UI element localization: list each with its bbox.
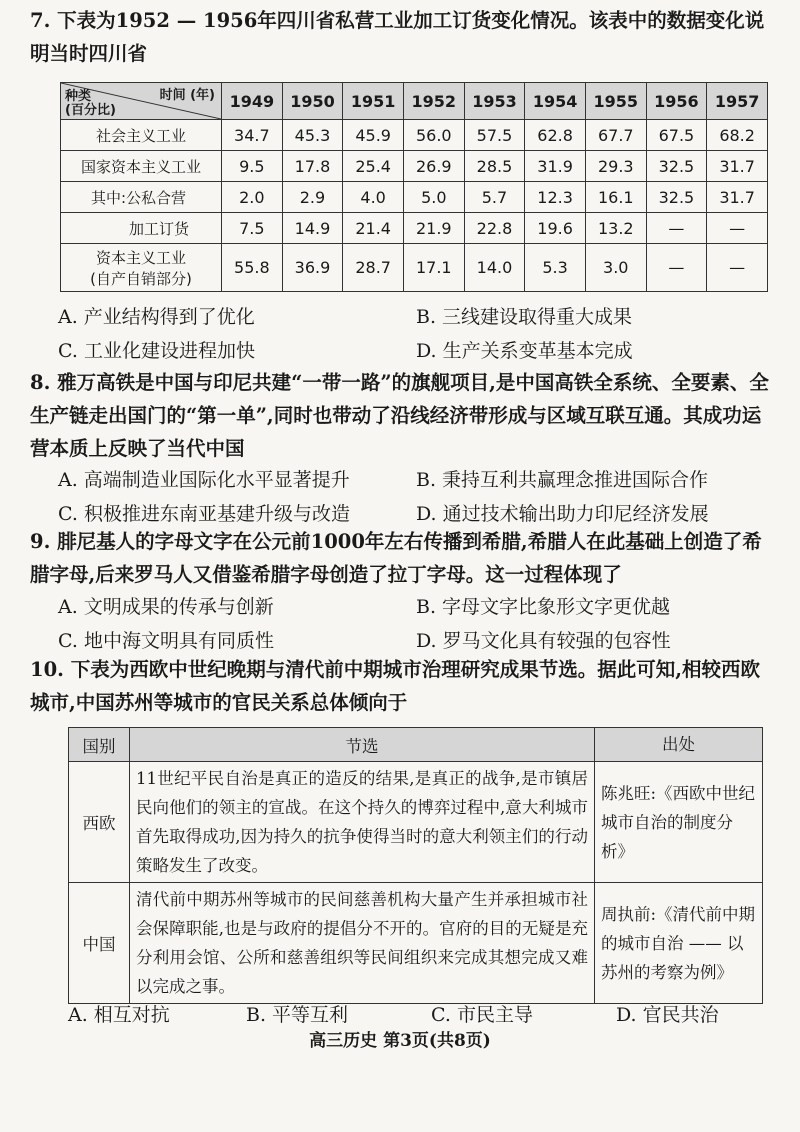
data-cell: 2.0 — [222, 182, 283, 213]
data-cell: 2.9 — [282, 182, 343, 213]
year-header: 1950 — [282, 83, 343, 120]
row-source: 陈兆旺:《西欧中世纪城市自治的制度分析》 — [595, 762, 763, 883]
q10-excerpt-table — [68, 727, 763, 1004]
data-cell: 21.4 — [343, 213, 404, 244]
data-cell: 5.7 — [464, 182, 525, 213]
row-region: 中国 — [69, 883, 130, 1004]
q10-option-c[interactable]: C. 市民主导 — [431, 1003, 533, 1026]
data-cell: 14.0 — [464, 244, 525, 292]
row-label: 社会主义工业 — [61, 120, 222, 151]
data-cell: — — [707, 244, 768, 292]
corner-category-text: 种类 — [65, 89, 92, 104]
q8-option-a[interactable]: A. 高端制造业国际化水平显著提升 — [58, 468, 350, 491]
data-cell: 29.3 — [585, 151, 646, 182]
table-header-row — [69, 728, 763, 762]
year-header: 1956 — [646, 83, 707, 120]
year-header: 1949 — [222, 83, 283, 120]
row-region: 西欧 — [69, 762, 130, 883]
row-excerpt: 11世纪平民自治是真正的造反的结果,是真正的战争,是市镇居民向他们的领主的宣战。在这个持久的博弈过程中,意大利城市首先取得成功,因为持久的抗争使得当时的意大利领主们的行动策略发生了改变。 — [130, 762, 595, 883]
question-7-stem: 7. 下表为1952 — 1956年四川省私营工业加工订货变化情况。该表中的数据变化说明当时四川省 — [30, 9, 765, 65]
table-row — [69, 762, 763, 883]
year-header: 1955 — [585, 83, 646, 120]
q7-data-table — [60, 82, 768, 292]
data-cell: 34.7 — [222, 120, 283, 151]
table-row — [61, 151, 768, 182]
q8-option-c[interactable]: C. 积极推进东南亚基建升级与改造 — [58, 502, 350, 525]
q10-option-d[interactable]: D. 官民共治 — [616, 1003, 719, 1026]
data-cell: 17.1 — [403, 244, 464, 292]
page-footer: 高三历史 第3页(共8页) — [309, 1031, 491, 1051]
corner-percent-text: (百分比) — [65, 103, 116, 118]
data-cell: 5.3 — [525, 244, 586, 292]
data-cell: — — [646, 244, 707, 292]
data-cell: 36.9 — [282, 244, 343, 292]
row-label: 国家资本主义工业 — [61, 151, 222, 182]
q8-options — [58, 461, 778, 529]
q9-option-a[interactable]: A. 文明成果的传承与创新 — [58, 595, 274, 618]
table-row — [61, 213, 768, 244]
row-label: 其中:公私合营 — [61, 182, 222, 213]
data-cell: 26.9 — [403, 151, 464, 182]
year-header: 1952 — [403, 83, 464, 120]
data-cell: — — [646, 213, 707, 244]
table-header-row — [61, 83, 768, 120]
data-cell: 28.7 — [343, 244, 404, 292]
data-cell: 31.7 — [707, 151, 768, 182]
data-cell: 19.6 — [525, 213, 586, 244]
data-cell: 9.5 — [222, 151, 283, 182]
corner-category-label — [65, 90, 116, 118]
data-cell: 21.9 — [403, 213, 464, 244]
table-row — [69, 883, 763, 1004]
data-cell: — — [707, 213, 768, 244]
q10-option-b[interactable]: B. 平等互利 — [246, 1003, 349, 1026]
table-row — [61, 244, 768, 292]
data-cell: 31.7 — [707, 182, 768, 213]
data-cell: 32.5 — [646, 182, 707, 213]
q8-option-d[interactable]: D. 通过技术输出助力印尼经济发展 — [416, 502, 709, 525]
data-cell: 62.8 — [525, 120, 586, 151]
table-corner-cell — [61, 83, 222, 120]
data-cell: 25.4 — [343, 151, 404, 182]
row-excerpt: 清代前中期苏州等城市的民间慈善机构大量产生并承担城市社会保障职能,也是与政府的提倡分不开的。官府的目的无疑是充分利用会馆、公所和慈善组织等民间组织来完成其想完成又难以完成之事。 — [130, 883, 595, 1004]
q9-option-b[interactable]: B. 字母文字比象形文字更优越 — [416, 595, 671, 618]
data-cell: 4.0 — [343, 182, 404, 213]
q9-options — [58, 588, 778, 656]
question-8-stem: 8. 雅万高铁是中国与印尼共建“一带一路”的旗舰项目,是中国高铁全系统、全要素、全生产链走出国门的“第一单”,同时也带动了沿线经济带形成与区域互联互通。其成功运营本质上反映了当代中国 — [30, 371, 769, 460]
data-cell: 13.2 — [585, 213, 646, 244]
year-header: 1957 — [707, 83, 768, 120]
header-source: 出处 — [595, 728, 763, 762]
data-cell: 12.3 — [525, 182, 586, 213]
q9-option-d[interactable]: D. 罗马文化具有较强的包容性 — [416, 629, 671, 652]
question-9-stem: 9. 腓尼基人的字母文字在公元前1000年左右传播到希腊,希腊人在此基础上创造了希腊字母,后来罗马人又借鉴希腊字母创造了拉丁字母。这一过程体现了 — [30, 530, 762, 586]
data-cell: 16.1 — [585, 182, 646, 213]
q9-option-c[interactable]: C. 地中海文明具有同质性 — [58, 629, 274, 652]
data-cell: 7.5 — [222, 213, 283, 244]
q7-option-d[interactable]: D. 生产关系变革基本完成 — [416, 339, 633, 362]
data-cell: 17.8 — [282, 151, 343, 182]
data-cell: 45.9 — [343, 120, 404, 151]
data-cell: 32.5 — [646, 151, 707, 182]
data-cell: 55.8 — [222, 244, 283, 292]
data-cell: 3.0 — [585, 244, 646, 292]
data-cell: 28.5 — [464, 151, 525, 182]
year-header: 1951 — [343, 83, 404, 120]
table-row — [61, 120, 768, 151]
row-label: 资本主义工业 (自产自销部分) — [61, 244, 222, 292]
data-cell: 22.8 — [464, 213, 525, 244]
year-header: 1954 — [525, 83, 586, 120]
row-source: 周执前:《清代前中期的城市自治 —— 以苏州的考察为例》 — [595, 883, 763, 1004]
data-cell: 67.7 — [585, 120, 646, 151]
q10-option-a[interactable]: A. 相互对抗 — [68, 1003, 170, 1026]
data-cell: 68.2 — [707, 120, 768, 151]
data-cell: 56.0 — [403, 120, 464, 151]
year-header: 1953 — [464, 83, 525, 120]
data-cell: 14.9 — [282, 213, 343, 244]
row-label: 加工订货 — [61, 213, 222, 244]
header-region: 国别 — [69, 728, 130, 762]
question-10-stem: 10. 下表为西欧中世纪晚期与清代前中期城市治理研究成果节选。据此可知,相较西欧城市,中国苏州等城市的官民关系总体倾向于 — [30, 658, 761, 714]
data-cell: 57.5 — [464, 120, 525, 151]
q7-option-c[interactable]: C. 工业化建设进程加快 — [58, 339, 255, 362]
header-excerpt: 节选 — [130, 728, 595, 762]
table-row — [61, 182, 768, 213]
corner-time-label: 时间 (年) — [159, 88, 215, 103]
q7-options — [58, 298, 778, 366]
q10-options — [68, 996, 788, 1030]
data-cell: 31.9 — [525, 151, 586, 182]
q8-option-b[interactable]: B. 秉持互利共赢理念推进国际合作 — [416, 468, 709, 491]
q7-option-a[interactable]: A. 产业结构得到了优化 — [58, 305, 255, 328]
q7-option-b[interactable]: B. 三线建设取得重大成果 — [416, 305, 633, 328]
data-cell: 67.5 — [646, 120, 707, 151]
data-cell: 45.3 — [282, 120, 343, 151]
data-cell: 5.0 — [403, 182, 464, 213]
